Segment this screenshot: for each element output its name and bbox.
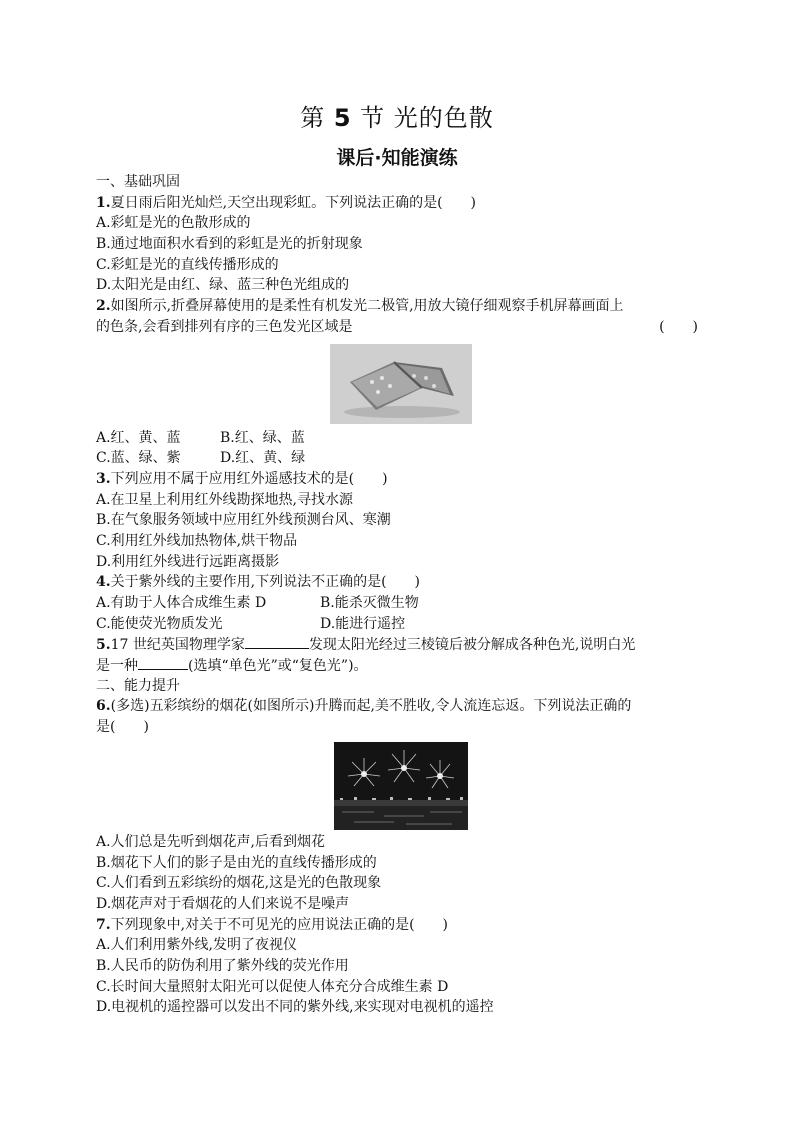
q4-option-a: A.有助于人体合成维生素 D: [96, 595, 267, 611]
fireworks-photo: [334, 742, 468, 830]
q4-options-row1: [96, 593, 706, 614]
question-text: 下列现象中,对关于不可见光的应用说法正确的是( ): [110, 916, 448, 933]
q7-option-a: A.人们利用紫外线,发明了夜视仪: [96, 937, 298, 954]
section-heading-advanced: 二、能力提升: [96, 677, 180, 694]
q1-option-c: C.彩虹是光的直线传播形成的: [96, 256, 279, 273]
question-text: 发现太阳光经过三棱镜后被分解成各种色光,说明白光: [308, 637, 636, 654]
q2-options-row2: [96, 448, 706, 469]
q6-figure: [96, 738, 706, 832]
page-title: [0, 98, 794, 133]
fireworks-icon: [334, 742, 468, 830]
question-text: 夏日雨后阳光灿烂,天空出现彩虹。下列说法正确的是( ): [110, 194, 476, 211]
q3-option-d: D.利用红外线进行远距离摄影: [96, 553, 280, 570]
question-2-stem-line1: [96, 296, 706, 317]
question-number: 1.: [96, 194, 111, 211]
question-number: 2.: [96, 298, 111, 315]
q4-option-d: D.能进行遥控: [320, 615, 406, 632]
fill-blank-1[interactable]: [245, 634, 309, 649]
q1-option-d: D.太阳光是由红、绿、蓝三种色光组成的: [96, 277, 350, 294]
q2-option-b: B.红、绿、蓝: [220, 429, 305, 446]
title-prefix: 第: [300, 104, 326, 132]
q2-option-d: D.红、黄、绿: [220, 450, 306, 467]
question-3-stem: [96, 469, 706, 490]
question-7-stem: [96, 915, 706, 936]
q1-option-a: A.彩虹是光的色散形成的: [96, 215, 251, 232]
fill-blank-2[interactable]: [138, 655, 188, 670]
question-5-line2: [96, 655, 706, 676]
q6-option-d: D.烟花声对于看烟花的人们来说不是噪声: [96, 895, 350, 912]
question-number: 7.: [96, 916, 111, 933]
q7-option-c: C.长时间大量照射太阳光可以促使人体充分合成维生素 D: [96, 978, 449, 995]
section-heading-basic: 一、基础巩固: [96, 174, 180, 190]
question-5-line1: [96, 634, 706, 655]
page-subtitle: 课后·知能演练: [336, 147, 458, 169]
folding-phone-icon: [330, 344, 472, 424]
q4-options-row2: [96, 614, 706, 635]
q4-option-c: C.能使荧光物质发光: [96, 615, 223, 632]
q3-option-b: B.在气象服务领域中应用红外线预测台风、寒潮: [96, 512, 391, 529]
question-number: 3.: [96, 470, 111, 487]
question-1-stem: [96, 193, 706, 214]
question-text: (选填“单色光”或“复色光”)。: [188, 658, 368, 675]
answer-parentheses: ( ): [659, 318, 698, 335]
question-text: 是一种: [96, 658, 138, 675]
q6-option-b: B.烟花下人们的影子是由光的直线传播形成的: [96, 854, 377, 871]
question-text: 17 世纪英国物理学家: [110, 637, 245, 654]
question-6-stem-line1: [96, 696, 706, 717]
question-number: 5.: [96, 637, 111, 654]
question-4-stem: [96, 572, 706, 593]
question-number: 4.: [96, 574, 111, 591]
question-list: [96, 172, 706, 1018]
q6-option-a: A.人们总是先听到烟花声,后看到烟花: [96, 833, 326, 850]
q3-option-c: C.利用红外线加热物体,烘干物品: [96, 532, 298, 549]
q1-option-b: B.通过地面积水看到的彩虹是光的折射现象: [96, 236, 363, 253]
question-tag: (多选): [110, 698, 150, 715]
q2-option-a: A.红、黄、蓝: [96, 429, 181, 446]
q6-option-c: C.人们看到五彩缤纷的烟花,这是光的色散现象: [96, 875, 382, 892]
question-text: 如图所示,折叠屏幕使用的是柔性有机发光二极管,用放大镜仔细观察手机屏幕画面上: [110, 298, 624, 315]
question-text: 的色条,会看到排列有序的三色发光区域是: [96, 318, 353, 335]
title-suffix: 节 光的色散: [360, 104, 494, 132]
title-section-number: 5: [333, 104, 352, 132]
question-number: 6.: [96, 698, 111, 715]
question-text: 下列应用不属于应用红外遥感技术的是( ): [110, 470, 388, 487]
q4-option-b: B.能杀灭微生物: [320, 595, 419, 611]
q7-option-d: D.电视机的遥控器可以发出不同的紫外线,来实现对电视机的遥控: [96, 999, 494, 1016]
q2-option-c: C.蓝、绿、紫: [96, 450, 181, 467]
question-text: 五彩缤纷的烟花(如图所示)升腾而起,美不胜收,令人流连忘返。下列说法正确的: [149, 698, 632, 715]
q2-figure: [96, 338, 706, 428]
question-6-stem-line2: 是( ): [96, 719, 149, 736]
q2-options-row1: [96, 428, 706, 449]
q7-option-b: B.人民币的防伪利用了紫外线的荧光作用: [96, 957, 349, 974]
question-2-stem-line2: [96, 317, 706, 338]
question-text: 关于紫外线的主要作用,下列说法不正确的是( ): [110, 574, 420, 591]
q3-option-a: A.在卫星上利用红外线勘探地热,寻找水源: [96, 491, 354, 508]
folding-phone-photo: [330, 344, 472, 424]
